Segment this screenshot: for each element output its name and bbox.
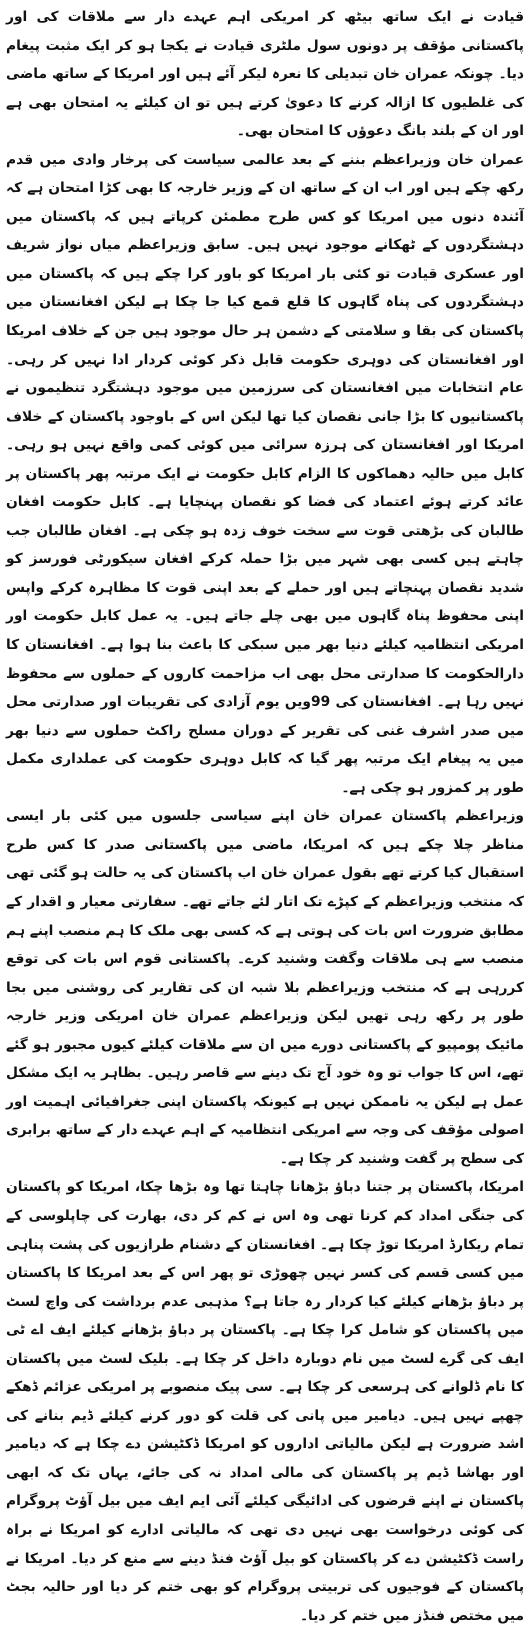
article-paragraph: وزیراعظم پاکستان عمران خان اپنے سیاسی جلسوں میں کئی بار ایسی مناظر چلا چکے ہیں کہ امریکا، ماضی میں پاکستانی صدر کا کس طرح استقبال کیا کرتے تھے بقول عمران خان اب پاکستان کی یہ حالت ہو گئی تھی کہ منتخب وزیراعظم کے کپڑے تک اتار لئے جاتے تھے۔ سفارتی معیار و اقدار کے مطابق ضرورت اس بات کی ہوتی ہے کہ کسی بھی ملک کا ہم منصب اپنے ہم منصب سے ہی ملاقات وگفت وشنید کرے۔ پاکستانی قوم اس بات کی توقع کررہی ہے کہ منتخب وزیراعظم بلا شبہ ان کی تقاریر کی روشنی میں بجا طور پر رکھ رہی تھیں لیکن وزیراعظم عمران خان امریکی وزیر خارجہ مائیک پومپیو کے پاکستانی دورے میں ان سے ملاقات کیلئے کیوں مجبور ہو گئے تھے، اس کا جواب تو وہ خود آج تک دینے سے قاصر رہیں۔ بظاہر یہ ایک مشکل عمل ہے لیکن یہ ناممکن نہیں ہے کیونکہ پاکستان اپنی جغرافیائی اہمیت اور اصولی مؤقف کی وجہ سے امریکی انتظامیہ کے اہم عہدے دار کے ساتھ برابری کی سطح پر گفت وشنید کر چکا ہے۔	[6, 808, 524, 1167]
article-paragraph: عمران خان وزیراعظم بننے کے بعد عالمی سیاست کی پرخار وادی میں قدم رکھ چکے ہیں اور اب ان کے ساتھ ان کے وزیر خارجہ کا بھی کڑا امتحان ہے کہ آئندہ دنوں میں امریکا کو کس طرح مطمئن کرپاتے ہیں کہ پاکستان میں دہشتگردوں کے ٹھکانے موجود نہیں ہیں۔ سابق وزیراعظم میاں نواز شریف اور عسکری قیادت تو کئی بار امریکا کو باور کرا چکے ہیں کہ پاکستان میں دہشتگردوں کی پناہ گاہوں کا قلع قمع کیا جا چکا ہے لیکن افغانستان میں پاکستان کی بقا و سلامتی کے دشمن ہر حال موجود ہیں جن کے خلاف امریکا اور افغانستان کی دوہری حکومت قابل ذکر کوئی کردار ادا نہیں کر رہی۔ عام انتخابات میں افغانستان کی سرزمین میں موجود دہشتگرد تنظیموں نے پاکستانیوں کا بڑا جانی نقصان کیا تھا لیکن اس کے باوجود پاکستان کے خلاف امریکا اور افغانستان کی ہرزہ سرائی میں کوئی کمی واقع نہیں ہو رہی۔ کابل میں حالیہ دھماکوں کا الزام کابل حکومت نے ایک مرتبہ پھر پاکستان پر عائد کرتے ہوئے اعتماد کی فضا کو نقصان پہنچایا ہے۔ کابل حکومت افغان طالبان کی بڑھتی قوت سے سخت خوف زدہ ہو چکی ہے۔ افغان طالبان جب چاہتے ہیں کسی بھی شہر میں بڑا حملہ کرکے افغان سیکورٹی فورسز کو شدید نقصان پہنچاتے ہیں اور حملے کے بعد اپنی قوت کا مظاہرہ کرکے واپس اپنی محفوظ پناہ گاہوں میں بھی چلے جاتے ہیں۔ یہ عمل کابل حکومت اور امریکی انتظامیہ کیلئے دنیا بھر میں سبکی کا باعث بنا ہوا ہے۔ افغانستان کا دارالحکومت کا صدارتی محل بھی اب مزاحمت کاروں کے حملوں سے محفوظ نہیں رہا ہے۔ افغانستان کی 99ویں یوم آزادی کی تقریبات اور صدارتی محل میں صدر اشرف غنی کی تقریر کے دوران مسلح راکٹ حملوں سے دنیا بھر میں یہ پیغام ایک مرتبہ پھر گیا کہ کابل دوہری حکومت کی عملداری مکمل طور پر کمزور ہو چکی ہے۔	[6, 151, 524, 796]
article-paragraph: امریکا، پاکستان پر جتنا دباؤ بڑھانا چاہتا تھا وہ بڑھا چکا، امریکا کو پاکستان کی جنگی امداد کم کرنا تھی وہ اس نے کم کر دی، بھارت کی چاپلوسی کے تمام ریکارڈ امریکا توڑ چکا ہے۔ افغانستان کے دشنام طرازیوں کی پشت پناہی میں کسی قسم کی کسر نہیں چھوڑی تو پھر اس کے بعد امریکا کا پاکستان پر دباؤ بڑھانے کیلئے کیا کردار رہ جاتا ہے؟ مذہبی عدم برداشت کی واچ لسٹ میں پاکستان کو شامل کرا چکا ہے۔ پاکستان پر دباؤ بڑھانے کیلئے ایف اے ٹی ایف کی گرے لسٹ میں نام دوبارہ داخل کر چکا ہے۔ بلیک لسٹ میں پاکستان کا نام ڈلوانے کی ہرسعی کر چکا ہے۔ سی پیک منصوبے پر امریکی عزائم ڈھکے چھپے نہیں ہیں۔ دیامیر میں پانی کی قلت کو دور کرنے کیلئے ڈیم بنانے کی اشد ضرورت ہے لیکن مالیاتی اداروں کو امریکا ڈکٹیشن دے چکا ہے کہ دیامیر اور بھاشا ڈیم پر پاکستان کی مالی امداد نہ کی جائے، یہاں تک کہ ابھی پاکستان نے اپنے قرضوں کی ادائیگی کیلئے آئی ایم ایف میں بیل آؤٹ پروگرام کی کوئی درخواست بھی نہیں دی تھی کہ مالیاتی ادارے کو امریکا نے براہ راست ڈکٹیشن دے کر پاکستان کو بیل آؤٹ فنڈ دینے سے منع کر دیا۔ امریکا نے پاکستان کے فوجیوں کی تربیتی پروگرام کو بھی ختم کر دیا اور حالیہ بجٹ میں مختص فنڈز میں ختم کر دیا۔	[6, 1179, 524, 1624]
article-body	[6, 3, 524, 1630]
article-paragraph: قیادت نے ایک ساتھ بیٹھ کر امریکی اہم عہدے دار سے ملاقات کی اور پاکستانی مؤقف پر دونوں سول ملٹری قیادت نے یکجا ہو کر ایک مثبت پیغام دیا۔ چونکہ عمران خان تبدیلی کا نعرہ لیکر آئے ہیں اور امریکا کے ساتھ ماضی کی غلطیوں کا ازالہ کرنے کا دعویٰ کرتے ہیں تو ان کیلئے یہ امتحان بھی ہے اور ان کے بلند بانگ دعوؤں کا امتحان بھی۔	[6, 9, 524, 140]
